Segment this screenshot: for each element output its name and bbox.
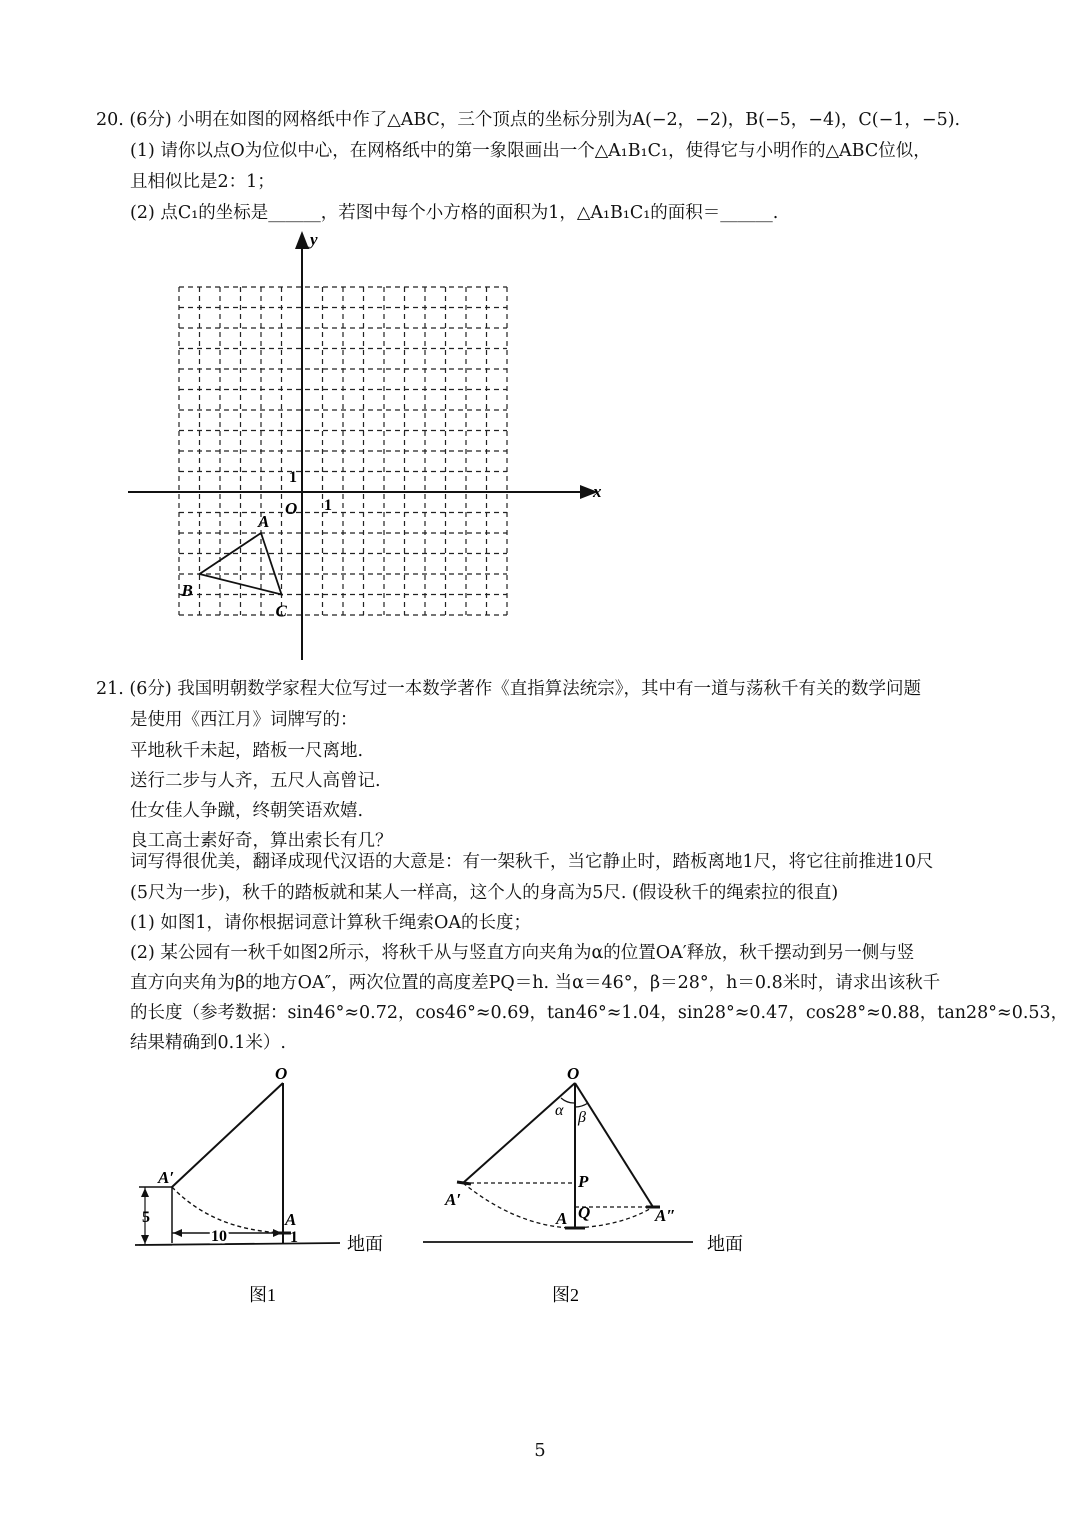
fig2-label-beta: β: [578, 1109, 586, 1126]
fig1-label-a: A: [285, 1210, 297, 1229]
origin-label: O: [285, 499, 298, 518]
fig2-label-alpha: α: [555, 1102, 564, 1119]
x-tick-label: 1: [324, 497, 332, 514]
fig1-label-o: O: [275, 1064, 288, 1083]
fig2-label-o: O: [567, 1064, 580, 1083]
poem-line-3: 仕女佳人争蹴，终朝笑语欢嬉.: [130, 801, 364, 821]
q21-part2-line3: 的长度（参考数据：sin46°≈0.72，cos46°≈0.69，tan46°≈1.04，sin28°≈0.47，cos28°≈0.88，tan28°≈0.53，: [130, 1003, 1069, 1023]
q20-part2: (2) 点C₁的坐标是______，若图中每个小方格的面积为1，△A₁B₁C₁的面积＝______.: [130, 203, 779, 223]
q20-stem: 20. (6分) 小明在如图的网格纸中作了△ABC，三个顶点的坐标分别为A(−2，−2)，B(−5，−4)，C(−1，−5).: [96, 110, 961, 130]
page-number: 5: [534, 1440, 546, 1461]
point-b-label: B: [181, 581, 193, 600]
q21-part1: (1) 如图1，请你根据词意计算秋千绳索OA的长度；: [130, 913, 531, 933]
point-a-label: A: [258, 512, 270, 531]
fig2-label-a: A: [556, 1209, 568, 1228]
y-tick-label: 1: [289, 469, 297, 486]
fig2-caption: 图2: [552, 1285, 579, 1305]
x-axis-label: x: [593, 482, 602, 501]
q20-part1-line1: (1) 请你以点O为位似中心，在网格纸中的第一象限画出一个△A₁B₁C₁，使得它与小明作的△ABC位似，: [130, 141, 931, 161]
fig1-caption: 图1: [249, 1285, 276, 1305]
fig2-label-a-double-prime: A″: [655, 1206, 676, 1225]
fig1-height-1: 1: [290, 1229, 298, 1246]
figure-2: [415, 1055, 785, 1315]
fig2-label-q: Q: [578, 1203, 591, 1222]
poem-line-1: 平地秋千未起，踏板一尺离地.: [130, 741, 364, 761]
figure-1: [125, 1055, 415, 1315]
q21-part2-line1: (2) 某公园有一秋千如图2所示，将秋千从与竖直方向夹角为α的位置OA′释放，秋千摆动到另一侧与竖: [130, 943, 915, 963]
poem-line-4: 良工高士素好奇，算出索长有几？: [130, 831, 393, 851]
fig1-label-a-prime: A′: [158, 1168, 175, 1187]
q21-translation-line1: 词写得很优美，翻译成现代汉语的大意是：有一架秋千，当它静止时，踏板离地1尺，将它往前推进10尺: [130, 852, 934, 872]
fig2-label-a-prime: A′: [445, 1190, 462, 1209]
point-c-label: C: [275, 601, 287, 621]
y-axis-arrow: [295, 231, 309, 249]
fig1-height-5: 5: [142, 1209, 150, 1226]
q21-stem-line1: 21. (6分) 我国明朝数学家程大位写过一本数学著作《直指算法统宗》，其中有一道与荡秋千有关的数学问题: [96, 679, 921, 699]
y-axis-label: y: [310, 230, 318, 249]
q21-stem-line2: 是使用《西江月》词牌写的：: [130, 710, 358, 730]
fig2-label-p: P: [578, 1172, 589, 1191]
q20-part1-line2: 且相似比是2：1；: [130, 172, 275, 192]
fig1-distance-10: 10: [211, 1228, 227, 1245]
poem-line-2: 送行二步与人齐，五尺人高曾记.: [130, 771, 381, 791]
coordinate-grid-figure: [120, 225, 620, 665]
q21-part2-line2: 直方向夹角为β的地方OA″，两次位置的高度差PQ＝h. 当α＝46°，β＝28°，h＝0.8米时，请求出该秋千: [130, 973, 941, 993]
q21-translation-line2: (5尺为一步)，秋千的踏板就和某人一样高，这个人的身高为5尺. (假设秋千的绳索拉的很直): [130, 883, 839, 903]
fig1-ground-label: 地面: [347, 1234, 383, 1254]
fig2-ground-label: 地面: [707, 1234, 743, 1254]
q21-part2-line4: 结果精确到0.1米）.: [130, 1033, 286, 1053]
